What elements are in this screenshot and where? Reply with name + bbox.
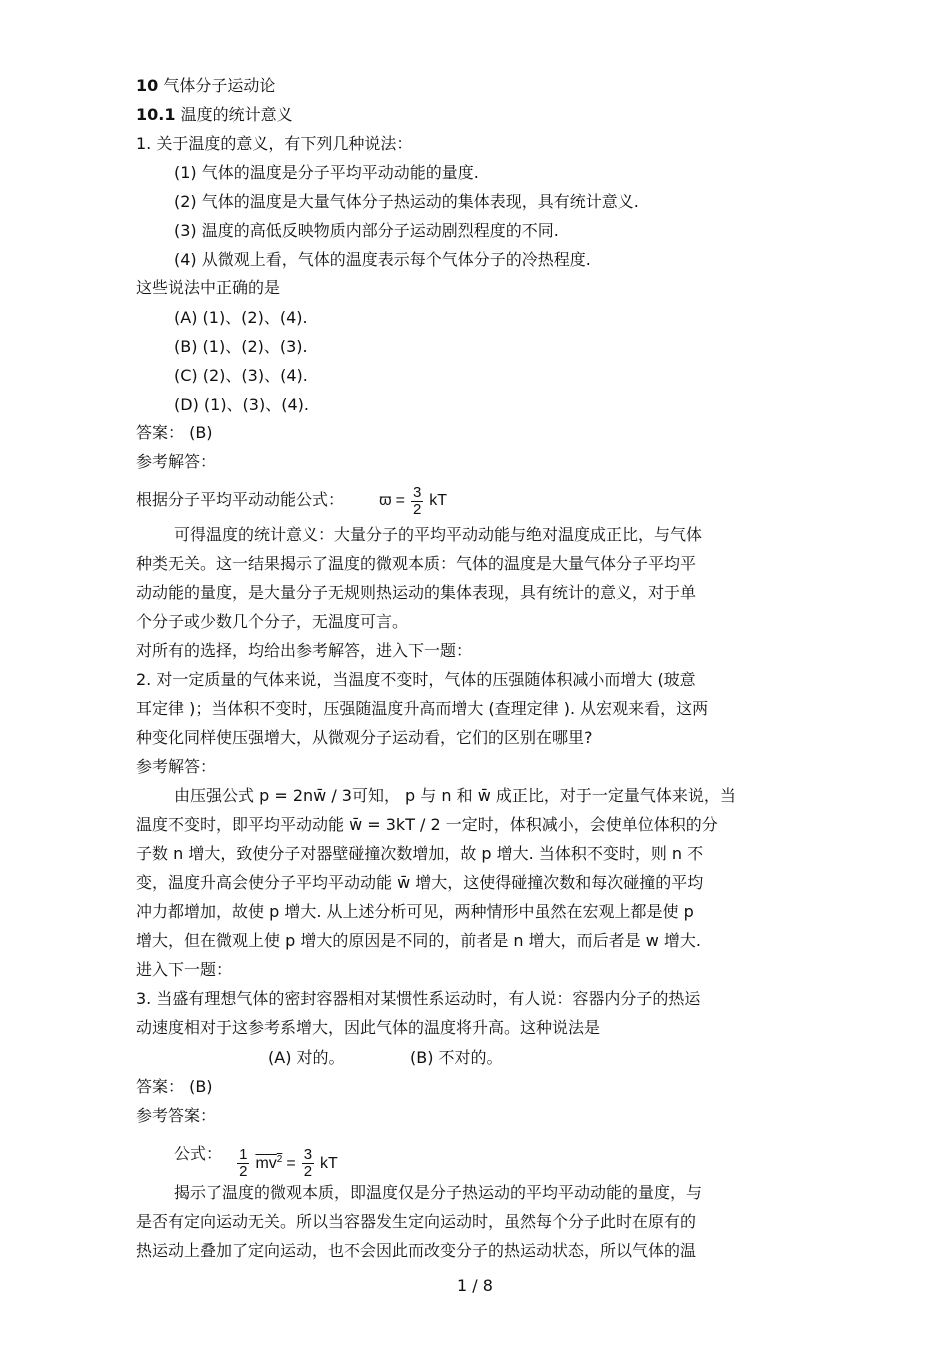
chapter-heading: [136, 75, 275, 97]
formula-equals: =: [286, 1154, 296, 1172]
q1-paragraph-line: 可得温度的统计意义：大量分子的平均平动动能与绝对温度成正比，与气体: [174, 525, 703, 544]
formula-fraction: [302, 1147, 314, 1180]
q2-next: 进入下一题：: [136, 960, 233, 979]
q1-formula-line: [136, 480, 447, 520]
q1-option-b: (B) (1)、(2)、(3).: [174, 337, 308, 356]
q3-stem-line: 动速度相对于这参考系增大，因此气体的温度将升高。这种说法是: [136, 1018, 601, 1037]
q1-paragraph-line: 个分子或少数几个分子，无温度可言。: [136, 612, 409, 631]
formula-exponent: 2: [276, 1153, 283, 1165]
q2-paragraph-line: 子数 n 增大，致使分子对器壁碰撞次数增加，故 p 增大. 当体积不变时，则 n 不: [136, 844, 704, 863]
formula-symbol: ϖ: [379, 492, 392, 509]
formula-kt: kT: [320, 1154, 338, 1172]
formula-mv: [255, 1142, 282, 1186]
fraction-denominator: 2: [412, 500, 422, 518]
q1-formula-intro: 根据分子平均平动动能公式：: [136, 490, 345, 509]
q1-statement: (4) 从微观上看，气体的温度表示每个气体分子的冷热程度.: [174, 250, 591, 269]
chapter-number: 10: [136, 76, 159, 95]
q3-stem-line: 3. 当盛有理想气体的密封容器相对某惯性系运动时，有人说：容器内分子的热运: [136, 989, 701, 1008]
q2-paragraph-line: 增大，但在微观上使 p 增大的原因是不同的，前者是 n 增大，而后者是 w 增大.: [136, 931, 701, 950]
q2-stem-line: 2. 对一定质量的气体来说，当温度不变时，气体的压强随体积减小而增大 (玻意: [136, 670, 696, 689]
q2-paragraph-line: 由压强公式 p = 2nw̄ / 3可知， p 与 n 和 w̄ 成正比，对于一定量气体来说，当: [174, 786, 736, 805]
q3-paragraph-line: 热运动上叠加了定向运动，也不会因此而改变分子的热运动状态，所以气体的温: [136, 1241, 697, 1260]
q1-statement: (3) 温度的高低反映物质内部分子运动剧烈程度的不同.: [174, 221, 559, 240]
q3-paragraph-line: 揭示了温度的微观本质，即温度仅是分子热运动的平均平动动能的量度，与: [174, 1183, 703, 1202]
energy-formula: [379, 481, 447, 521]
page-number: 1 / 8: [457, 1276, 493, 1295]
formula-equals: =: [395, 492, 405, 509]
formula-fraction: [237, 1147, 249, 1180]
q1-paragraph-line: 种类无关。这一结果揭示了温度的微观本质：气体的温度是大量气体分子平均平: [136, 554, 697, 573]
chapter-title: 气体分子运动论: [163, 76, 276, 95]
q1-option-a: (A) (1)、(2)、(4).: [174, 308, 308, 327]
q2-ref-label: 参考解答：: [136, 757, 217, 776]
q1-ref-label: 参考解答：: [136, 452, 217, 471]
formula-fraction: [411, 485, 423, 518]
q2-paragraph-line: 温度不变时，即平均平动动能 w̄ = 3kT / 2 一定时，体积减小，会使单位体积的分: [136, 815, 718, 834]
kinetic-formula: [235, 1142, 338, 1186]
q3-answer: 答案： (B): [136, 1077, 213, 1096]
q3-paragraph-line: 是否有定向运动无关。所以当容器发生定向运动时，虽然每个分子此时在原有的: [136, 1212, 697, 1231]
q1-paragraph-line: 动动能的量度，是大量分子无规则热运动的集体表现，具有统计的意义，对于单: [136, 583, 697, 602]
q3-formula-label: 公式：: [174, 1144, 223, 1163]
q3-option-b: (B) 不对的。: [410, 1048, 503, 1067]
section-title: 温度的统计意义: [180, 105, 293, 124]
q3-formula-line: [174, 1132, 338, 1180]
section-number: 10.1: [136, 105, 176, 124]
q2-paragraph-line: 冲力都增加，故使 p 增大. 从上述分析可见，两种情形中虽然在宏观上都是使 p: [136, 902, 694, 921]
fraction-denominator: 2: [239, 1163, 248, 1180]
fraction-numerator: 3: [303, 1146, 313, 1163]
q1-statement: (1) 气体的温度是分子平均平动动能的量度.: [174, 163, 479, 182]
formula-kt: kT: [429, 492, 448, 509]
q1-next: 对所有的选择，均给出参考解答，进入下一题：: [136, 641, 473, 660]
q1-statement: (2) 气体的温度是大量气体分子热运动的集体表现，具有统计意义.: [174, 192, 639, 211]
q1-prompt: 这些说法中正确的是: [136, 278, 281, 297]
q1-option-c: (C) (2)、(3)、(4).: [174, 366, 308, 385]
q1-stem: 1. 关于温度的意义，有下列几种说法：: [136, 134, 413, 153]
q2-paragraph-line: 变，温度升高会使分子平均平动动能 w̄ 增大，这使得碰撞次数和每次碰撞的平均: [136, 873, 704, 892]
q3-ref-label: 参考答案：: [136, 1106, 217, 1125]
q2-stem-line: 种变化同样使压强增大，从微观分子运动看，它们的区别在哪里?: [136, 728, 593, 747]
q1-answer: 答案： (B): [136, 423, 213, 442]
q2-stem-line: 耳定律 )；当体积不变时，压强随温度升高而增大 (查理定律 ). 从宏观来看，这两: [136, 699, 709, 718]
fraction-numerator: 1: [239, 1146, 248, 1163]
q3-option-a: (A) 对的。: [268, 1048, 345, 1067]
section-heading: [136, 104, 293, 126]
fraction-denominator: 2: [303, 1163, 313, 1180]
fraction-numerator: 3: [412, 483, 422, 501]
formula-mv-text: mv: [255, 1154, 277, 1172]
q1-option-d: (D) (1)、(3)、(4).: [174, 395, 309, 414]
